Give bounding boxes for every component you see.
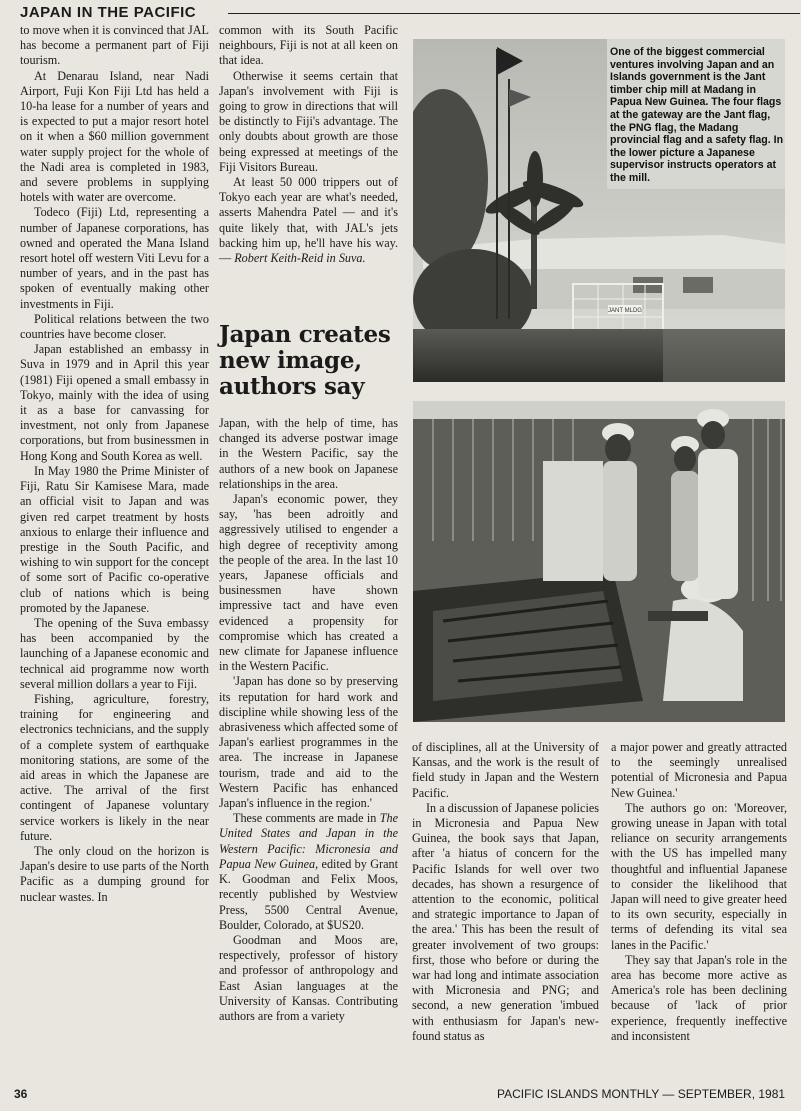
article-2-column-2 — [412, 740, 599, 1044]
paragraph: In a discussion of Japanese policies in Micronesia and Papua New Guinea, the book says that Japan, after 'a hiatus of concern for the Pacific Islands for well over two decades, has shown a resurgence of attention to the economic, political and strategic importance to Japan of the area.' This has been the result of greater involvement of two groups: first, those who before or during the war had long and intimate association with Micronesia and PNG; and second, a new generation 'imbued with enthusiasm for Japan's new-found status as — [412, 800, 599, 1043]
paragraph: Japan, with the help of time, has changed its adverse postwar image in the Western Pacific, say the authors of a new book on Japanese relationships in the area. — [219, 416, 398, 491]
paragraph: Political relations between the two countries have become closer. — [20, 311, 209, 342]
paragraph: They say that Japan's role in the area has become more active as America's role has been declining because of 'lack of prior experience, frequently ineffective and inconsistent — [611, 952, 787, 1043]
paragraph: of disciplines, all at the University of Kansas, and the work is the result of field study in Japan and the Western Pacific. — [412, 740, 599, 800]
page-number: 36 — [14, 1087, 28, 1101]
paragraph: to move when it is convinced that JAL has become a permanent part of Fiji tourism. — [20, 23, 209, 68]
mill-interior-photo — [413, 401, 785, 722]
paragraph: 'Japan has done so by preserving its reputation for hard work and discipline while showing less of the abrasiveness which affected some of Japan's earliest programmes in the area. The increase in Japanese tourism, trade and aid to the Western Pacific has enhanced Japan's influence in the region.' — [219, 674, 398, 811]
paragraph: The opening of the Suva embassy has been accompanied by the launching of a Japanese economic and technical aid programme now worth several million dollars a year to Fiji. — [20, 615, 209, 691]
book-title: The United States and Japan in the Western Pacific: Micronesia and Papua New Guinea, — [219, 811, 398, 871]
paragraph: a major power and greatly attracted to the seemingly unrealised potential of Micronesia and Papua New Guinea.' — [611, 740, 787, 800]
paragraph: Goodman and Moos are, respectively, professor of history and professor of anthropology and East Asian languages at the University of Kansas. Contributing authors are from a variety — [219, 932, 398, 1023]
headline-line-1: Japan creates — [219, 321, 391, 348]
paragraph: Otherwise it seems certain that Japan's involvement with Fiji is going to grow in directions that will be distinctly to Fiji's advantage. The only doubts about growth are those being expressed at meetings of the Fiji Visitors Bureau. — [219, 68, 398, 174]
header-rule — [228, 13, 800, 14]
headline-line-3: authors say — [219, 373, 365, 400]
paragraph: Japan established an embassy in Suva in 1979 and in April this year (1981) Fiji opened a small embassy in Tokyo, mainly with the idea of using it as a base for canvassing for investment, not only from Japanese corporations, but from businessmen in Hong Kong and South Korea as well. — [20, 342, 209, 463]
paragraph: Fishing, agriculture, forestry, training for engineering and electronics technicians, and the supply of a complete system of earthquake monitoring stations, are some of the aid areas in which the Japanese are active. The arrival of the first contingent of Japanese voluntary service workers is likely in the near future. — [20, 691, 209, 843]
paragraph: The authors go on: 'Moreover, growing unease in Japan with total reliance on security arrangements with the US has impelled many thoughtful and influential Japanese to consider the likelihood that Japan will need to give greater heed to its own security, especially in terms of defending its vital sea lanes in the Pacific.' — [611, 800, 787, 952]
magazine-masthead: PACIFIC ISLANDS MONTHLY — SEPTEMBER, 1981 — [497, 1087, 786, 1101]
paragraph: The only cloud on the horizon is Japan's desire to use parts of the North Pacific as a dumping ground for nuclear wastes. In — [20, 843, 209, 904]
paragraph: Japan's economic power, they say, 'has been adroitly and aggressively utilised to engender a high degree of receptivity among the people of the area. In the last 10 years, Japanese officials and businessmen have shown impressive tact and have even evidenced a propensity for compromise which has created a new climate for Japanese influence in the Western Pacific. — [219, 492, 398, 674]
book-citation-paragraph: These comments are made in The United States and Japan in the Western Pacific: Micronesia and Papua New Guinea, edited by Grant K. Goodman and Felix Moos, recently published by Westview Press, 5500 Central Avenue, Boulder, Colorado, at $US20. — [219, 811, 398, 932]
article-column-1 — [20, 23, 209, 905]
gate-sign-text: JANT MLDG — [608, 308, 642, 314]
paragraph: Todeco (Fiji) Ltd, representing a number of Japanese corporations, has owned and operated the Mana Island resort hotel off western Viti Levu for a number of years, and in the past has spoken of eventually making other investments in Fiji. — [20, 205, 209, 311]
paragraph: At least 50 000 trippers out of Tokyo each year are what's needed, asserts Mahendra Patel — and it's quite likely that, with JAL's jets backing him up, he'll have his way. — Robert Keith-Reid in Suva. — [219, 175, 398, 266]
article-column-2 — [219, 23, 398, 266]
article-2-column-3 — [611, 740, 787, 1044]
paragraph: At Denarau Island, near Nadi Airport, Fuji Kon Fiji Ltd has held a 10-ha lease for a number of years and is expected to put a major resort hotel on it when a $60 million government water supply project for the whole of the Nadi area is completed in 1983, and severe problems in supplying hotels with water are overcome. — [20, 68, 209, 205]
section-header: JAPAN IN THE PACIFIC — [20, 4, 197, 21]
paragraph: common with its South Pacific neighbours, Fiji is not at all keen on that idea. — [219, 23, 398, 68]
byline: Robert Keith-Reid in Suva. — [234, 251, 366, 266]
paragraph: In May 1980 the Prime Minister of Fiji, Ratu Sir Kamisese Mara, made an official visit to Japan and was given red carpet treatment by hosts anxious to enlarge their influence and prestige in the South Pacific, and wishing to win support for the concept of some sort of Pacific co-operative club of nations which is being promoted by the Japanese. — [20, 463, 209, 615]
article-2-column-1 — [219, 416, 398, 1024]
photo-caption: One of the biggest commercial ventures involving Japan and an Islands government is the Jant timber chip mill at Madang in Papua New Guinea. The four flags at the gateway are the Jant flag, the PNG flag, the Madang provincial flag and a safety flag. In the lower picture a Japanese supervisor instructs operators at the mill. — [610, 46, 784, 184]
headline-line-2: new image, — [219, 347, 362, 374]
article-headline — [219, 322, 399, 400]
